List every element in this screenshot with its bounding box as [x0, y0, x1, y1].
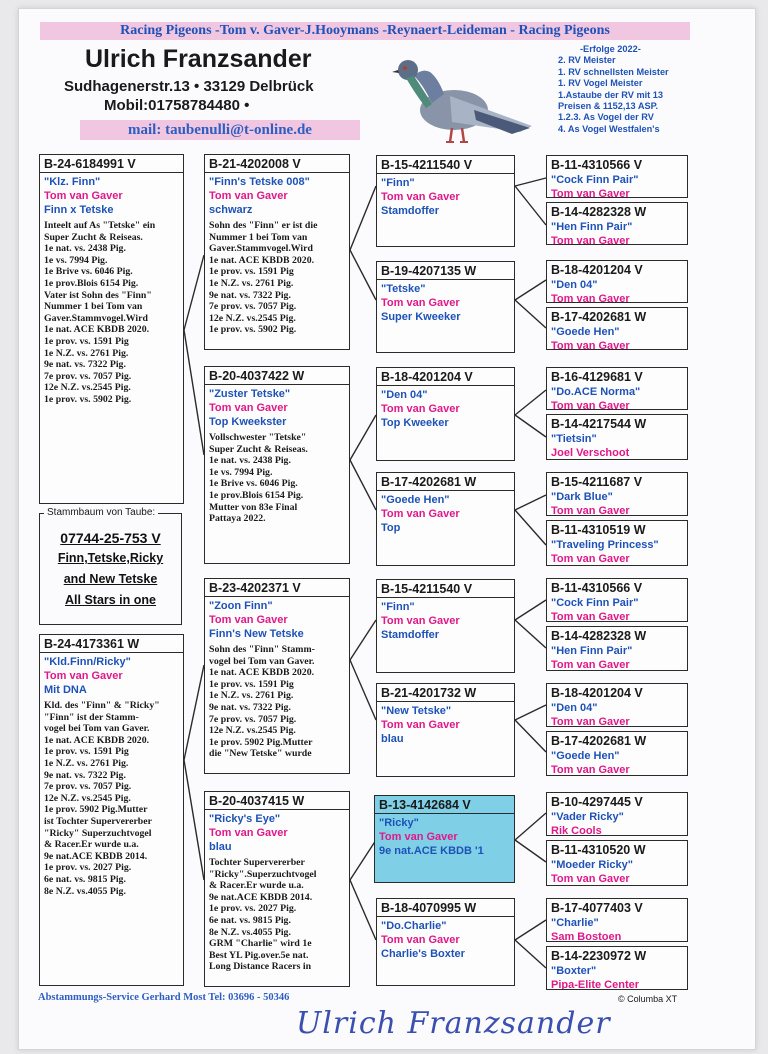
note-line: Pattaya 2022. — [209, 513, 266, 525]
mother-box[interactable] — [39, 634, 184, 986]
note-line: Long Distance Racers in — [209, 961, 312, 973]
breeder-name: Tom van Gaver — [551, 505, 630, 516]
ancestor-g4-box[interactable] — [546, 731, 688, 776]
ring-number: B-11-4310520 W — [551, 843, 646, 857]
results-line: 4. As Vogel Westfalen's — [558, 123, 660, 134]
owner-phone: Mobil:01758784480 • — [104, 97, 250, 114]
ring-number: B-17-4202681 W — [551, 734, 647, 748]
note-line: 7e prov. vs. 7057 Pig. — [44, 781, 132, 793]
breeder-name: Tom van Gaver — [381, 719, 460, 731]
ring-number: B-20-4037422 W — [205, 369, 349, 385]
pigeon-extra: Super Kweeker — [381, 311, 461, 323]
note-line: 1e prov. vs. 5902 Pig. — [44, 393, 132, 405]
ancestor-g4-box[interactable] — [546, 626, 688, 671]
ring-number: B-18-4201204 V — [551, 686, 643, 700]
note-line: Super Zucht & Reiseas. — [209, 443, 308, 455]
pigeon-extra: blau — [381, 733, 404, 745]
breeder-name: Tom van Gaver — [381, 615, 460, 627]
pigeon-name: "Hen Finn Pair" — [551, 645, 633, 657]
pigeon-extra: Charlie's Boxter — [381, 948, 465, 960]
pigeon-extra: blau — [209, 841, 232, 853]
pigeon-name: "New Tetske" — [381, 705, 452, 717]
ancestor-g4-box[interactable] — [546, 155, 688, 198]
pigeon-extra: Finn x Tetske — [44, 204, 114, 216]
pigeon-name: "Charlie" — [551, 917, 599, 929]
ring-number: B-18-4201204 V — [551, 263, 643, 277]
note-line: ist Tochter Supervererber — [44, 815, 152, 827]
note-line: 6e nat. vs. 9815 Pig. — [44, 873, 126, 885]
owner-name: Ulrich Franzsander — [85, 45, 312, 73]
pigeon-extra: Top — [381, 522, 401, 534]
stammbaum-label: Stammbaum von Taube: — [44, 507, 158, 518]
ring-number: B-15-4211540 V — [377, 158, 514, 174]
breeder-name: Tom van Gaver — [551, 293, 630, 303]
results-line: 1. RV schnellsten Meister — [558, 66, 669, 77]
note-line: 7e prov. vs. 7057 Pig. — [209, 713, 297, 725]
ancestor-g3-box[interactable] — [376, 579, 515, 673]
pigeon-name: "Tetske" — [381, 283, 426, 295]
ancestor-g4-box[interactable] — [546, 307, 688, 350]
pigeon-extra: Finn's New Tetske — [209, 628, 304, 640]
note-line: 1e N.Z. vs. 2761 Pig. — [209, 690, 294, 702]
pigeon-notes — [209, 857, 345, 973]
granddam-maternal-box[interactable] — [204, 791, 350, 987]
ring-number: B-16-4129681 V — [551, 370, 643, 384]
breeder-name: Tom van Gaver — [381, 403, 460, 415]
note-line: 1e vs. 7994 Pig. — [209, 466, 273, 478]
pigeon-name: "Kld.Finn/Ricky" — [44, 656, 131, 668]
note-line: 1e N.Z. vs. 2761 Pig. — [209, 277, 294, 289]
ring-number: B-18-4201204 V — [377, 370, 514, 386]
note-line: 1e prov. 5902 Pig.Mutter — [44, 804, 148, 816]
software-credit: © Columba XT — [618, 994, 678, 1004]
ancestor-g4-box[interactable] — [546, 898, 688, 942]
breeder-name: Tom van Gaver — [209, 827, 288, 839]
breeder-name: Tom van Gaver — [209, 402, 288, 414]
breeder-name: Tom van Gaver — [551, 873, 630, 885]
owner-email[interactable]: mail: taubenulli@t-online.de — [128, 122, 312, 138]
pigeon-name: "Ricky" — [379, 817, 419, 829]
note-line: 8e N.Z. vs.4055 Pig. — [209, 926, 291, 938]
pigeon-extra: Stamdoffer — [381, 205, 440, 217]
ring-number: B-14-4282328 W — [551, 629, 647, 643]
grandsire-paternal-box[interactable] — [204, 154, 350, 350]
breeder-name: Tom van Gaver — [551, 188, 630, 198]
note-line: 1e nat. vs. 2438 Pig. — [44, 243, 126, 255]
pigeon-name: "Klz. Finn" — [44, 176, 101, 188]
note-line: 1e prov. vs. 2027 Pig. — [44, 862, 132, 874]
ring-number: B-11-4310566 V — [551, 581, 643, 595]
ring-number: B-24-4173361 W — [40, 637, 183, 653]
note-line: 1e prov. 5902 Pig.Mutter — [209, 736, 313, 748]
note-line: Tochter Supervererber — [209, 857, 305, 868]
ancestor-g4-box[interactable] — [546, 202, 688, 245]
note-line: 7e prov. vs. 7057 Pig. — [44, 370, 132, 382]
breeder-name: Tom van Gaver — [551, 716, 630, 727]
note-line: & Racer.Er wurde u.a. — [44, 839, 139, 851]
pigeon-name: "Tietsin" — [551, 433, 597, 445]
ancestor-g4-box[interactable] — [546, 840, 688, 886]
note-line: Gaver.Stammvogel.Wird — [209, 243, 313, 255]
note-line: 6e nat. vs. 9815 Pig. — [209, 914, 291, 926]
ring-number: B-14-4217544 W — [551, 417, 647, 431]
pigeon-name: "Den 04" — [551, 279, 598, 291]
stammbaum-ring: 07744-25-753 V — [60, 530, 161, 546]
ancestor-g4-box[interactable] — [546, 367, 688, 410]
ancestor-g4-box[interactable] — [546, 260, 688, 303]
breeder-name: Joel Verschoot — [551, 447, 630, 459]
pigeon-name: "Finn" — [381, 177, 415, 189]
results-line: 1. RV Vogel Meister — [558, 78, 643, 89]
pigeon-name: "Den 04" — [381, 389, 428, 401]
pigeon-extra: Mit DNA — [44, 684, 87, 696]
ring-number: B-14-2230972 W — [551, 949, 647, 963]
breeder-name: Tom van Gaver — [551, 764, 630, 776]
pigeon-name: "Ricky's Eye" — [209, 813, 281, 825]
breeder-name: Tom van Gaver — [551, 611, 630, 622]
ring-number: B-21-4201732 W — [377, 686, 514, 702]
note-line: 12e N.Z. vs.2545 Pig. — [44, 382, 131, 394]
ring-number: B-17-4202681 W — [377, 475, 514, 491]
ring-number: B-13-4142684 V — [375, 798, 514, 814]
ancestor-g4-box[interactable] — [546, 683, 688, 727]
breeder-name: Tom van Gaver — [209, 614, 288, 626]
results-line: 2. RV Meister — [558, 55, 616, 66]
pigeon-notes — [209, 432, 345, 525]
pigeon-name: "Moeder Ricky" — [551, 859, 633, 871]
results-title: -Erfolge 2022- — [580, 44, 641, 54]
note-line: Sohn des "Finn" Stamm- — [209, 644, 315, 655]
ring-number: B-10-4297445 V — [551, 795, 643, 809]
pigeon-name: "Den 04" — [551, 702, 598, 714]
results-line: Preisen & 1152,13 ASP. — [558, 101, 659, 112]
note-line: 9e nat. vs. 7322 Pig. — [44, 769, 126, 781]
pigeon-name: "Cock Finn Pair" — [551, 174, 639, 186]
ring-number: B-17-4202681 W — [551, 310, 647, 324]
breeder-name: Tom van Gaver — [209, 190, 288, 202]
note-line: 1e nat. ACE KBDB 2020. — [44, 324, 150, 336]
ring-number: B-15-4211540 V — [377, 582, 514, 598]
breeder-name: Tom van Gaver — [551, 340, 630, 350]
banner-title: Racing Pigeons -Tom v. Gaver-J.Hooymans -Reynaert-Leideman - Racing Pigeons — [120, 23, 610, 38]
ring-number: B-15-4211687 V — [551, 475, 643, 489]
pigeon-name: "Finn's Tetske 008" — [209, 176, 310, 188]
note-line: 1e prov. vs. 1591 Pig — [44, 746, 129, 758]
breeder-name: Pipa-Elite Center — [551, 979, 640, 990]
note-line: 1e prov.Blois 6154 Pig. — [209, 489, 304, 501]
note-line: 1e Brive vs. 6046 Pig. — [44, 266, 133, 278]
ring-number: B-17-4077403 V — [551, 901, 643, 915]
note-line: 1e prov.Blois 6154 Pig. — [44, 277, 139, 289]
note-line: 1e prov. vs. 5902 Pig. — [209, 324, 297, 336]
note-line: 1e nat. vs. 2438 Pig. — [209, 455, 291, 467]
ancestor-g4-box[interactable] — [546, 792, 688, 836]
note-line: 1e nat. ACE KBDB 2020. — [209, 667, 315, 679]
granddam-paternal-box[interactable] — [204, 366, 350, 564]
note-line: "Finn" ist der Stamm- — [44, 711, 139, 723]
breeder-name: Tom van Gaver — [551, 400, 630, 410]
pigeon-name: "Boxter" — [551, 965, 597, 977]
pigeon-extra: Stamdoffer — [381, 629, 440, 641]
note-line: 12e N.Z. vs.2545 Pig. — [209, 312, 296, 324]
pigeon-notes — [209, 644, 345, 760]
note-line: Kld. des "Finn" & "Ricky" — [44, 700, 160, 711]
pigeon-name: "Do.Charlie" — [381, 920, 447, 932]
stammbaum-line: Finn,Tetske,Ricky — [57, 551, 164, 565]
note-line: Gaver.Stammvogel.Wird — [44, 312, 148, 324]
pigeon-extra: 9e nat.ACE KBDB '1 — [379, 845, 484, 857]
note-line: 1e Brive vs. 6046 Pig. — [209, 478, 298, 490]
note-line: 12e N.Z. vs.2545 Pig. — [44, 792, 131, 804]
ring-number: B-21-4202008 V — [205, 157, 349, 173]
pigeon-name: "Cock Finn Pair" — [551, 597, 639, 609]
breeder-name: Tom van Gaver — [381, 934, 460, 946]
ring-number: B-23-4202371 V — [205, 581, 349, 597]
note-line: die "New Tetske" wurde — [209, 748, 312, 760]
pigeon-name: "Traveling Princess" — [551, 539, 659, 551]
ring-number: B-24-6184991 V — [40, 157, 183, 173]
pigeon-name: "Hen Finn Pair" — [551, 221, 633, 233]
note-line: 7e prov. vs. 7057 Pig. — [209, 301, 297, 313]
breeder-name: Tom van Gaver — [551, 659, 630, 671]
note-line: Sohn des "Finn" er ist die — [209, 220, 318, 231]
pigeon-extra: Top Kweeker — [381, 417, 449, 429]
note-line: Nummer 1 bei Tom van — [209, 231, 308, 243]
ancestor-g4-box[interactable] — [546, 946, 688, 990]
note-line: 1e prov. vs. 1591 Pig — [44, 335, 129, 347]
ancestor-g3-box[interactable] — [376, 155, 515, 247]
note-line: Mutter von 83e Final — [209, 501, 298, 513]
ring-number: B-11-4310519 W — [551, 523, 646, 537]
pigeon-name: "Goede Hen" — [551, 750, 620, 762]
ancestor-g3-box-highlighted[interactable] — [374, 795, 515, 883]
pigeon-name: "Do.ACE Norma" — [551, 386, 641, 398]
ancestor-g3-box[interactable] — [376, 261, 515, 353]
ancestor-g3-box[interactable] — [376, 367, 515, 461]
note-line: Best YL Pig.over.5e nat. — [209, 949, 309, 961]
note-line: 12e N.Z. vs.2545 Pig. — [209, 725, 296, 737]
ancestor-g3-box[interactable] — [376, 472, 515, 566]
note-line: "Ricky".Superzuchtvogel — [209, 868, 317, 880]
note-line: 9e nat. vs. 7322 Pig. — [209, 701, 291, 713]
note-line: & Racer.Er wurde u.a. — [209, 880, 304, 892]
ancestor-g4-box[interactable] — [546, 520, 688, 566]
pigeon-name: "Zoon Finn" — [209, 600, 273, 612]
ancestor-g4-box[interactable] — [546, 414, 688, 460]
note-line: vogel bei Tom van Gaver. — [209, 655, 315, 667]
note-line: GRM "Charlie" wird 1e — [209, 938, 312, 950]
stammbaum-line: and New Tetske — [63, 572, 158, 586]
pigeon-notes — [44, 220, 179, 406]
note-line: 9e nat. vs. 7322 Pig. — [44, 359, 126, 371]
pigeon-notes — [44, 700, 179, 897]
note-line: 1e nat. ACE KBDB 2020. — [209, 254, 315, 266]
breeder-name: Rik Cools — [551, 825, 602, 836]
service-footer: Abstammungs-Service Gerhard Most Tel: 03696 - 50346 — [38, 992, 290, 1003]
ring-number: B-19-4207135 W — [377, 264, 514, 280]
results-line: 1.2.3. As Vogel der RV — [558, 112, 654, 123]
note-line: 9e nat.ACE KBDB 2014. — [209, 891, 313, 903]
ancestor-g3-box[interactable] — [376, 683, 515, 777]
pigeon-name: "Goede Hen" — [551, 326, 620, 338]
results-line: 1.Astaube der RV mit 13 — [558, 89, 664, 100]
note-line: 1e vs. 7994 Pig. — [44, 254, 108, 266]
breeder-name: Tom van Gaver — [381, 191, 460, 203]
ring-number: B-14-4282328 W — [551, 205, 647, 219]
note-line: vogel bei Tom van Gaver. — [44, 723, 150, 735]
ancestor-g4-box[interactable] — [546, 472, 688, 516]
note-line: 1e N.Z. vs. 2761 Pig. — [44, 757, 129, 769]
pigeon-notes — [209, 220, 345, 336]
note-line: Nummer 1 bei Tom van — [44, 301, 143, 313]
note-line: 9e nat.ACE KBDB 2014. — [44, 850, 148, 862]
pigeon-name: "Vader Ricky" — [551, 811, 624, 823]
breeder-name: Tom van Gaver — [381, 508, 460, 520]
note-line: 1e nat. ACE KBDB 2020. — [44, 734, 150, 746]
pigeon-name: "Goede Hen" — [381, 494, 450, 506]
breeder-name: Tom van Gaver — [381, 297, 460, 309]
note-line: Vater ist Sohn des "Finn" — [44, 289, 152, 301]
note-line: 8e N.Z. vs.4055 Pig. — [44, 885, 126, 897]
pigeon-extra: Top Kweekster — [209, 416, 287, 428]
ring-number: B-11-4310566 V — [551, 158, 643, 172]
ring-number: B-20-4037415 W — [205, 794, 349, 810]
note-line: 1e prov. vs. 2027 Pig. — [209, 903, 297, 915]
note-line: "Ricky" Superzuchtvogel — [44, 827, 152, 839]
breeder-name: Tom van Gaver — [379, 831, 458, 843]
breeder-name: Tom van Gaver — [551, 235, 630, 245]
breeder-name: Tom van Gaver — [44, 670, 123, 682]
owner-address: Sudhagenerstr.13 • 33129 Delbrück — [64, 78, 314, 95]
ring-number: B-18-4070995 W — [377, 901, 514, 917]
stammbaum-line: All Stars in one — [65, 593, 156, 607]
note-line: 1e N.Z. vs. 2761 Pig. — [44, 347, 129, 359]
note-line: Vollschwester "Tetske" — [209, 432, 307, 443]
note-line: 1e prov. vs. 1591 Pig — [209, 266, 294, 278]
breeder-name: Tom van Gaver — [44, 190, 123, 202]
note-line: Super Zucht & Reiseas. — [44, 231, 143, 243]
breeder-name: Tom van Gaver — [551, 553, 630, 565]
pigeon-name: "Finn" — [381, 601, 415, 613]
grandsire-maternal-box[interactable] — [204, 578, 350, 774]
pigeon-name: "Dark Blue" — [551, 491, 613, 503]
ancestor-g3-box[interactable] — [376, 898, 515, 986]
handwritten-signature: Ulrich Franzsander — [296, 1006, 611, 1041]
ancestor-g4-box[interactable] — [546, 578, 688, 622]
note-line: 9e nat. vs. 7322 Pig. — [209, 289, 291, 301]
note-line: Inteelt auf As "Tetske" ein — [44, 220, 156, 231]
father-box[interactable] — [39, 154, 184, 504]
breeder-name: Sam Bostoen — [551, 931, 622, 942]
pigeon-extra: schwarz — [209, 204, 253, 216]
pigeon-name: "Zuster Tetske" — [209, 388, 291, 400]
note-line: 1e prov. vs. 1591 Pig — [209, 678, 294, 690]
